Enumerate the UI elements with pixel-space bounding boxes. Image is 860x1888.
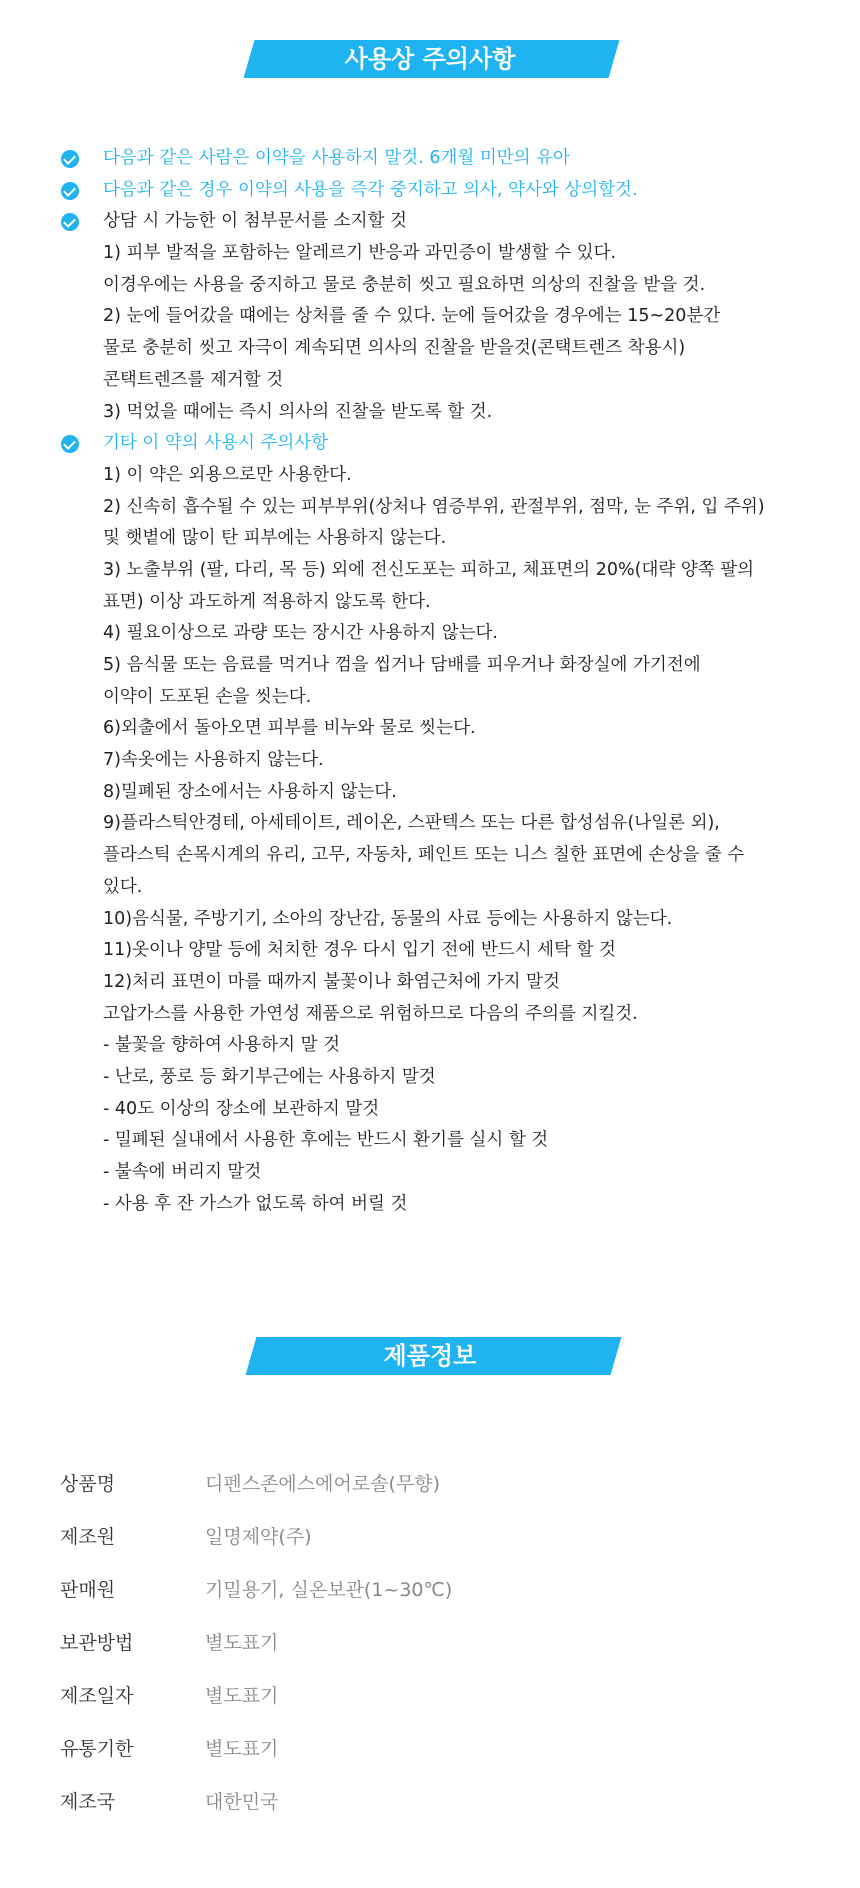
caution-line (58, 143, 818, 175)
info-row (60, 1670, 760, 1723)
caution-text: 기타 이 약의 사용시 주의사항 (103, 433, 329, 454)
check-circle-icon (61, 213, 79, 231)
info-label: 보관방법 (60, 1632, 134, 1654)
info-label: 제조일자 (60, 1685, 134, 1707)
caution-text: 플라스틱 손목시계의 유리, 고무, 자동차, 페인트 또는 니스 칠한 표면에 손상을 줄 수 (103, 845, 745, 866)
check-circle-icon (61, 150, 79, 168)
caution-text: 상담 시 가능한 이 첨부문서를 소지할 것 (103, 211, 407, 232)
caution-line (58, 1125, 818, 1157)
caution-text: 다음과 같은 경우 이약의 사용을 즉각 중지하고 의사, 약사와 상의할것. (103, 179, 638, 200)
info-row (60, 1458, 760, 1511)
info-value: 별도표기 (205, 1632, 279, 1654)
caution-text: 6)외출에서 돌아오면 피부를 비누와 물로 씻는다. (103, 718, 476, 739)
info-label: 제조국 (60, 1791, 116, 1813)
caution-text: 5) 음식물 또는 음료를 먹거나 껌을 씹거나 담배를 피우거나 화장실에 가기전에 (103, 655, 701, 675)
caution-line (58, 840, 818, 872)
product-info-table (60, 1458, 760, 1829)
info-label: 상품명 (60, 1473, 116, 1495)
caution-text: 7)속옷에는 사용하지 않는다. (103, 750, 324, 771)
caution-line (58, 904, 818, 936)
info-row (60, 1511, 760, 1564)
info-value: 대한민국 (205, 1791, 279, 1813)
caution-line (58, 523, 818, 555)
caution-line (58, 1189, 818, 1221)
info-value: 기밀용기, 실온보관(1~30℃) (205, 1579, 453, 1601)
caution-line (58, 1030, 818, 1062)
product-info-title: 제품정보 (383, 1342, 477, 1370)
caution-line (58, 397, 818, 429)
caution-line (58, 1157, 818, 1189)
caution-line (58, 555, 818, 587)
caution-line (58, 428, 818, 460)
caution-text: 표면) 이상 과도하게 적용하지 않도록 한다. (103, 591, 431, 612)
caution-text: 물로 충분히 씻고 자극이 계속되면 의사의 진찰을 받을것(콘택트렌즈 착용시) (103, 338, 686, 359)
caution-text: 있다. (103, 876, 143, 897)
caution-line (58, 872, 818, 904)
caution-text: 고압가스를 사용한 가연성 제품으로 위험하므로 다음의 주의를 지킬것. (103, 1003, 638, 1024)
caution-text: 10)음식물, 주방기기, 소아의 장난감, 동물의 사료 등에는 사용하지 않는다. (103, 908, 673, 929)
caution-text: 2) 신속히 흡수될 수 있는 피부부위(상처나 염증부위, 관절부위, 점막, 눈 주위, 입 주위) (103, 496, 765, 517)
cautions-banner (0, 40, 860, 78)
caution-text: 및 햇볕에 많이 탄 피부에는 사용하지 않는다. (103, 528, 447, 549)
check-circle-icon (61, 182, 79, 200)
caution-line (58, 808, 818, 840)
caution-line (58, 587, 818, 619)
caution-line (58, 365, 818, 397)
info-row (60, 1723, 760, 1776)
caution-line (58, 1094, 818, 1126)
caution-text: 1) 이 약은 외용으로만 사용한다. (103, 464, 352, 485)
info-value: 디펜스존에스에어로솔(무향) (205, 1473, 441, 1495)
caution-text: - 밀폐된 실내에서 사용한 후에는 반드시 환기를 실시 할 것 (103, 1130, 549, 1151)
caution-line (58, 967, 818, 999)
caution-text: 12)처리 표면이 마를 때까지 불꽃이나 화염근처에 가지 말것 (103, 971, 560, 992)
caution-text: - 불꽃을 향하여 사용하지 말 것 (103, 1035, 340, 1056)
caution-text: 콘택트렌즈를 제거할 것 (103, 369, 284, 390)
caution-line (58, 270, 818, 302)
caution-line (58, 301, 818, 333)
caution-text: 9)플라스틱안경테, 아세테이트, 레이온, 스판텍스 또는 다른 합성섬유(나일론 외), (103, 813, 720, 834)
info-row (60, 1564, 760, 1617)
caution-text: 4) 필요이상으로 과량 또는 장시간 사용하지 않는다. (103, 623, 498, 644)
cautions-list (58, 143, 818, 1220)
info-value: 일명제약(주) (205, 1526, 312, 1548)
info-row (60, 1617, 760, 1670)
check-circle-icon (61, 435, 79, 453)
caution-text: 1) 피부 발적을 포함하는 알레르기 반응과 과민증이 발생할 수 있다. (103, 243, 617, 264)
caution-line (58, 935, 818, 967)
caution-line (58, 777, 818, 809)
caution-line (58, 238, 818, 270)
info-label: 유통기한 (60, 1738, 134, 1760)
caution-text: 11)옷이나 양말 등에 처치한 경우 다시 입기 전에 반드시 세탁 할 것 (103, 940, 616, 961)
caution-line (58, 492, 818, 524)
caution-line (58, 175, 818, 207)
caution-line (58, 682, 818, 714)
info-label: 판매원 (60, 1579, 116, 1601)
product-info-banner (0, 1337, 860, 1375)
caution-line (58, 1062, 818, 1094)
caution-text: 이경우에는 사용을 중지하고 물로 충분히 씻고 필요하면 의상의 진찰을 받을 것. (103, 274, 706, 295)
info-label: 제조원 (60, 1526, 116, 1548)
caution-text: 3) 먹었을 때에는 즉시 의사의 진찰을 받도록 할 것. (103, 401, 493, 422)
caution-line (58, 333, 818, 365)
caution-text: 3) 노출부위 (팔, 다리, 목 등) 외에 전신도포는 피하고, 체표면의 20%(대략 양쪽 팔의 (103, 559, 755, 580)
caution-text: 8)밀폐된 장소에서는 사용하지 않는다. (103, 781, 397, 802)
caution-text: - 사용 후 잔 가스가 없도록 하여 버릴 것 (103, 1193, 408, 1214)
caution-line (58, 650, 818, 682)
info-value: 별도표기 (205, 1685, 279, 1707)
caution-text: 2) 눈에 들어갔을 떄에는 상처를 줄 수 있다. 눈에 들어갔을 경우에는 15~20분간 (103, 306, 721, 327)
caution-line (58, 460, 818, 492)
caution-text: 다음과 같은 사람은 이약을 사용하지 말것. 6개월 미만의 유아 (103, 148, 570, 168)
caution-text: 이약이 도포된 손을 씻는다. (103, 686, 312, 707)
info-value: 별도표기 (205, 1738, 279, 1760)
caution-text: - 난로, 풍로 등 화기부근에는 사용하지 말것 (103, 1066, 436, 1087)
caution-text: - 40도 이상의 장소에 보관하지 말것 (103, 1098, 380, 1119)
caution-line (58, 999, 818, 1031)
info-row (60, 1776, 760, 1829)
caution-line (58, 713, 818, 745)
caution-text: - 불속에 버리지 말것 (103, 1162, 262, 1182)
caution-line (58, 745, 818, 777)
caution-line (58, 206, 818, 238)
cautions-title: 사용상 주의사항 (344, 45, 516, 73)
caution-line (58, 618, 818, 650)
